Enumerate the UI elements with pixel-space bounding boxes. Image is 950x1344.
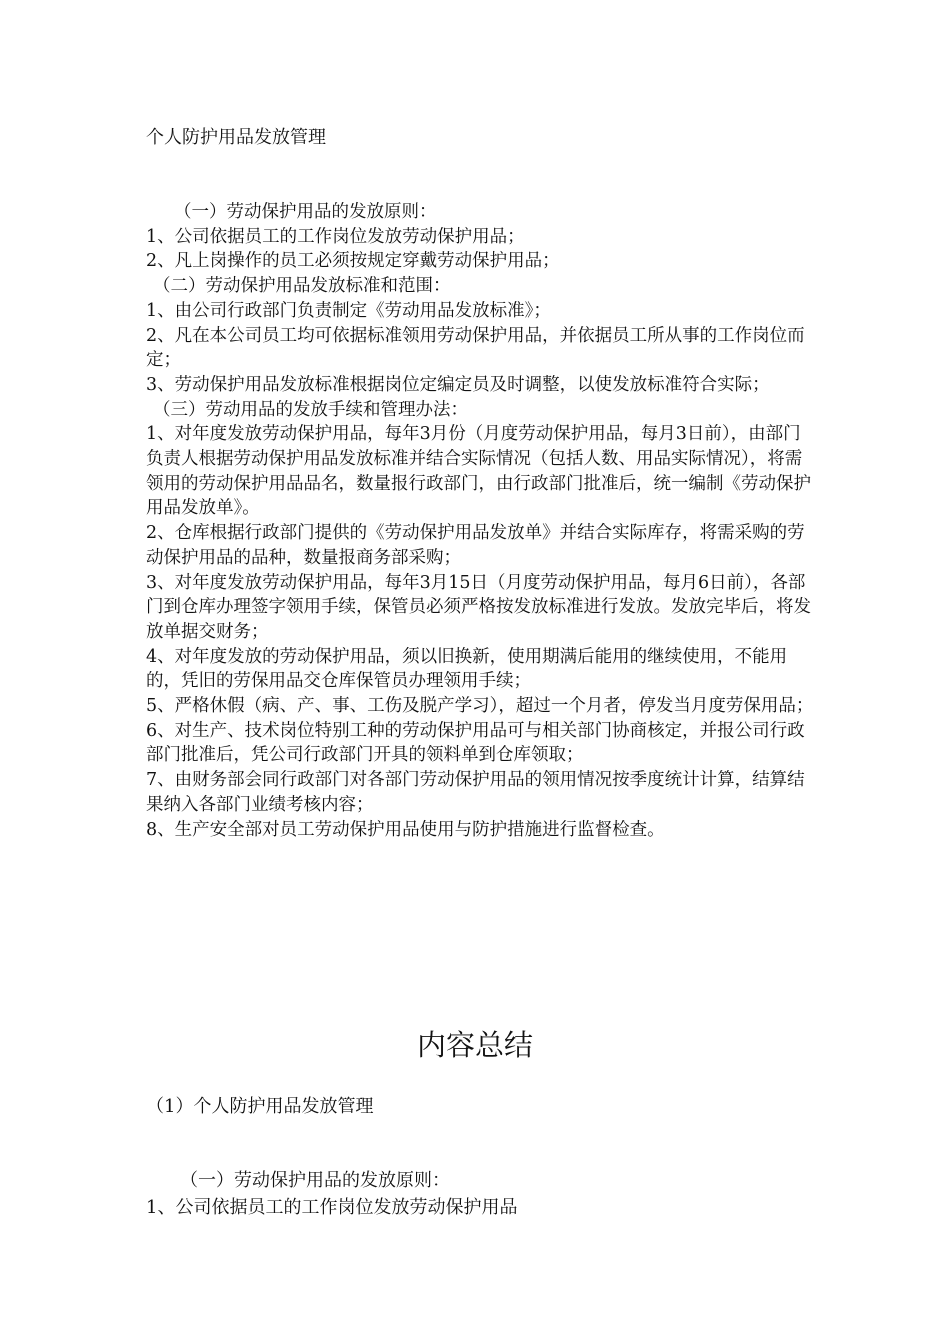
section-heading: （一）劳动保护用品的发放原则： bbox=[180, 1170, 450, 1191]
summary-item: （1）个人防护用品发放管理 bbox=[146, 1096, 374, 1117]
paragraph: 2、仓库根据行政部门提供的《劳动保护用品发放单》并结合实际库存，将需采购的劳动保护用品的品种，数量报商务部采购； bbox=[146, 523, 805, 568]
paragraph: 2、凡上岗操作的员工必须按规定穿戴劳动保护用品； bbox=[146, 251, 560, 272]
paragraph: 1、公司依据员工的工作岗位发放劳动保护用品； bbox=[146, 226, 525, 247]
paragraph: 2、凡在本公司员工均可依据标准领用劳动保护用品，并依据员工所从事的工作岗位而定； bbox=[146, 325, 805, 371]
summary-heading: 内容总结 bbox=[416, 1028, 533, 1062]
paragraph: 3、对年度发放劳动保护用品，每年3月15日（月度劳动保护用品，每月6日前），各部门到仓库办理签字领用手续，保管员必须严格按发放标准进行发放。发放完毕后，将发放单据交财务； bbox=[146, 572, 811, 642]
section-heading: （一）劳动保护用品的发放原则： bbox=[174, 202, 437, 222]
paragraph: 1、公司依据员工的工作岗位发放劳动保护用品 bbox=[146, 1197, 518, 1218]
paragraph: 6、对生产、技术岗位特别工种的劳动保护用品可与相关部门协商核定，并报公司行政部门批准后，凭公司行政部门开具的领料单到仓库领取； bbox=[146, 720, 805, 766]
paragraph: 1、由公司行政部门负责制定《劳动用品发放标准》； bbox=[146, 300, 551, 321]
paragraph: 7、由财务部会同行政部门对各部门劳动保护用品的领用情况按季度统计计算，结算结果纳入各部门业绩考核内容； bbox=[146, 770, 805, 815]
paragraph: 3、劳动保护用品发放标准根据岗位定编定员及时调整，以使发放标准符合实际； bbox=[146, 374, 770, 395]
section-heading: （二）劳动保护用品发放标准和范围： bbox=[153, 276, 451, 297]
document-title: 个人防护用品发放管理 bbox=[146, 127, 326, 148]
document-body bbox=[146, 200, 816, 842]
section-heading: （三）劳动用品的发放手续和管理办法： bbox=[153, 399, 468, 420]
paragraph: 1、对年度发放劳动保护用品，每年3月份（月度劳动保护用品，每月3日前），由部门负责人根据劳动保护用品发放标准并结合实际情况（包括人数、用品实际情况），将需领用的劳动保护用品品名，数量报行政部门，由行政部门批准后，统一编制《劳动保护用品发放单》。 bbox=[146, 424, 811, 519]
paragraph: 8、生产安全部对员工劳动保护用品使用与防护措施进行监督检查。 bbox=[146, 819, 665, 840]
paragraph: 5、严格休假（病、产、事、工伤及脱产学习），超过一个月者，停发当月度劳保用品； bbox=[146, 696, 814, 717]
summary-body bbox=[146, 1167, 816, 1221]
paragraph: 4、对年度发放的劳动保护用品，须以旧换新，使用期满后能用的继续使用，不能用的，凭旧的劳保用品交仓库保管员办理领用手续； bbox=[146, 646, 788, 692]
